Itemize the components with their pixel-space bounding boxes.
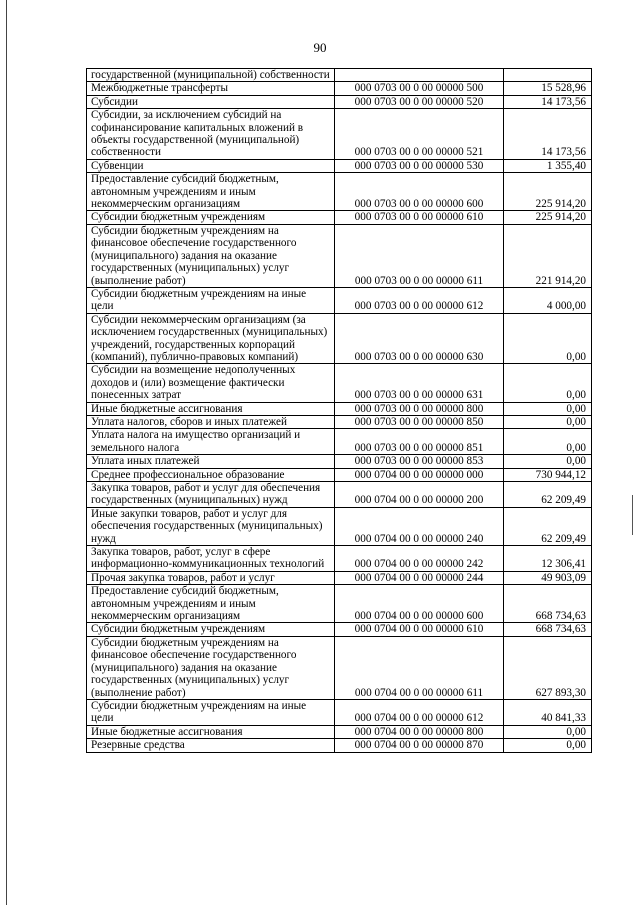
row-sum-cell: 627 893,30 [504, 636, 592, 699]
row-sum-cell: 0,00 [504, 313, 592, 364]
row-name-cell: Субсидии бюджетным учреждениям на иные цели [87, 287, 335, 313]
table-row [87, 159, 592, 172]
row-sum-cell: 225 914,20 [504, 211, 592, 224]
row-name-cell: Закупка товаров, работ и услуг для обеспечения государственных (муниципальных) нужд [87, 482, 335, 508]
row-name-cell: Иные закупки товаров, работ и услуг для обеспечения государственных (муниципальных) нужд [87, 507, 335, 545]
row-code-cell: 000 0704 00 0 00 00000 611 [335, 636, 504, 699]
row-sum-cell: 14 173,56 [504, 95, 592, 108]
row-name-cell: Иные бюджетные ассигнования [87, 725, 335, 738]
row-sum-cell: 0,00 [504, 415, 592, 428]
row-code-cell: 000 0703 00 0 00 00000 631 [335, 364, 504, 402]
row-name-cell: Уплата налога на имущество организаций и земельного налога [87, 429, 335, 455]
row-code-cell: 000 0703 00 0 00 00000 630 [335, 313, 504, 364]
row-code-cell: 000 0704 00 0 00 00000 800 [335, 725, 504, 738]
row-sum-cell: 730 944,12 [504, 468, 592, 481]
table-row [87, 109, 592, 160]
row-name-cell: Среднее профессиональное образование [87, 468, 335, 481]
row-name-cell: Субсидии бюджетным учреждениям [87, 211, 335, 224]
table-row [87, 224, 592, 287]
row-sum-cell: 668 734,63 [504, 623, 592, 636]
row-name-cell: Иные бюджетные ассигнования [87, 402, 335, 415]
row-code-cell: 000 0704 00 0 00 00000 870 [335, 739, 504, 752]
row-code-cell: 000 0703 00 0 00 00000 611 [335, 224, 504, 287]
row-sum-cell: 221 914,20 [504, 224, 592, 287]
page-number: 90 [313, 40, 327, 55]
budget-table [86, 68, 592, 753]
row-code-cell: 000 0703 00 0 00 00000 500 [335, 82, 504, 95]
row-code-cell: 000 0703 00 0 00 00000 853 [335, 455, 504, 468]
row-sum-cell: 15 528,96 [504, 82, 592, 95]
table-row [87, 173, 592, 211]
row-code-cell: 000 0704 00 0 00 00000 600 [335, 585, 504, 623]
row-code-cell: 000 0704 00 0 00 00000 244 [335, 571, 504, 584]
row-code-cell: 000 0703 00 0 00 00000 851 [335, 429, 504, 455]
row-name-cell: Межбюджетные трансферты [87, 82, 335, 95]
row-sum-cell: 12 306,41 [504, 546, 592, 572]
row-name-cell: Предоставление субсидий бюджетным, автономным учреждениям и иным некоммерческим организациям [87, 585, 335, 623]
row-code-cell: 000 0703 00 0 00 00000 530 [335, 159, 504, 172]
row-sum-cell: 1 355,40 [504, 159, 592, 172]
table-row [87, 482, 592, 508]
row-name-cell: Субсидии на возмещение недополученных доходов и (или) возмещение фактически понесенных затрат [87, 364, 335, 402]
table-row [87, 585, 592, 623]
table-row [87, 364, 592, 402]
row-code-cell: 000 0703 00 0 00 00000 600 [335, 173, 504, 211]
row-sum-cell: 4 000,00 [504, 287, 592, 313]
row-sum-cell: 49 903,09 [504, 571, 592, 584]
row-name-cell: Уплата иных платежей [87, 455, 335, 468]
table-row [87, 546, 592, 572]
row-name-cell: Уплата налогов, сборов и иных платежей [87, 415, 335, 428]
row-code-cell: 000 0703 00 0 00 00000 612 [335, 287, 504, 313]
table-row [87, 287, 592, 313]
row-name-cell: Резервные средства [87, 739, 335, 752]
row-sum-cell: 0,00 [504, 364, 592, 402]
row-sum-cell: 62 209,49 [504, 507, 592, 545]
row-code-cell: 000 0704 00 0 00 00000 612 [335, 699, 504, 725]
row-name-cell: Прочая закупка товаров, работ и услуг [87, 571, 335, 584]
table-row [87, 402, 592, 415]
row-name-cell: Субсидии бюджетным учреждениям на финансовое обеспечение государственного (муниципального) задания на оказание государственных (муниципальных) услуг (выполнение работ) [87, 636, 335, 699]
table-row [87, 699, 592, 725]
table-row [87, 571, 592, 584]
row-name-cell: Субвенции [87, 159, 335, 172]
row-code-cell: 000 0703 00 0 00 00000 521 [335, 109, 504, 160]
table-row [87, 623, 592, 636]
row-sum-cell: 0,00 [504, 402, 592, 415]
table-row [87, 507, 592, 545]
scan-edge-right [632, 495, 633, 535]
row-sum-cell: 62 209,49 [504, 482, 592, 508]
row-code-cell: 000 0704 00 0 00 00000 200 [335, 482, 504, 508]
scan-edge-left [6, 0, 7, 905]
table-row [87, 82, 592, 95]
row-code-cell: 000 0703 00 0 00 00000 520 [335, 95, 504, 108]
row-code-cell: 000 0703 00 0 00 00000 800 [335, 402, 504, 415]
row-name-cell: Закупка товаров, работ, услуг в сфере информационно-коммуникационных технологий [87, 546, 335, 572]
table-row [87, 468, 592, 481]
row-name-cell: Субсидии бюджетным учреждениям на финансовое обеспечение государственного (муниципального) задания на оказание государственных (муниципальных) услуг (выполнение работ) [87, 224, 335, 287]
row-name-cell: Субсидии бюджетным учреждениям на иные цели [87, 699, 335, 725]
row-name-cell: Субсидии бюджетным учреждениям [87, 623, 335, 636]
row-code-cell [335, 69, 504, 82]
row-code-cell: 000 0704 00 0 00 00000 000 [335, 468, 504, 481]
row-sum-cell [504, 69, 592, 82]
table-body [87, 69, 592, 753]
row-sum-cell: 0,00 [504, 739, 592, 752]
table-row [87, 313, 592, 364]
table-row [87, 69, 592, 82]
row-sum-cell: 0,00 [504, 455, 592, 468]
table-row [87, 211, 592, 224]
row-sum-cell: 0,00 [504, 725, 592, 738]
row-code-cell: 000 0704 00 0 00 00000 242 [335, 546, 504, 572]
row-name-cell: Субсидии, за исключением субсидий на софинансирование капитальных вложений в объекты государственной (муниципальной) собственности [87, 109, 335, 160]
table-row [87, 739, 592, 752]
row-name-cell: Субсидии некоммерческим организациям (за исключением государственных (муниципальных) учреждений, государственных корпораций (компаний), публично-правовых компаний) [87, 313, 335, 364]
table-row [87, 429, 592, 455]
row-name-cell: Субсидии [87, 95, 335, 108]
row-code-cell: 000 0704 00 0 00 00000 610 [335, 623, 504, 636]
table-row [87, 725, 592, 738]
row-sum-cell: 40 841,33 [504, 699, 592, 725]
row-code-cell: 000 0703 00 0 00 00000 610 [335, 211, 504, 224]
row-code-cell: 000 0704 00 0 00 00000 240 [335, 507, 504, 545]
table-row [87, 636, 592, 699]
table-row [87, 415, 592, 428]
row-name-cell: государственной (муниципальной) собственности [87, 69, 335, 82]
row-sum-cell: 0,00 [504, 429, 592, 455]
row-sum-cell: 225 914,20 [504, 173, 592, 211]
row-sum-cell: 14 173,56 [504, 109, 592, 160]
row-sum-cell: 668 734,63 [504, 585, 592, 623]
table-row [87, 95, 592, 108]
row-name-cell: Предоставление субсидий бюджетным, автономным учреждениям и иным некоммерческим организациям [87, 173, 335, 211]
table-row [87, 455, 592, 468]
row-code-cell: 000 0703 00 0 00 00000 850 [335, 415, 504, 428]
